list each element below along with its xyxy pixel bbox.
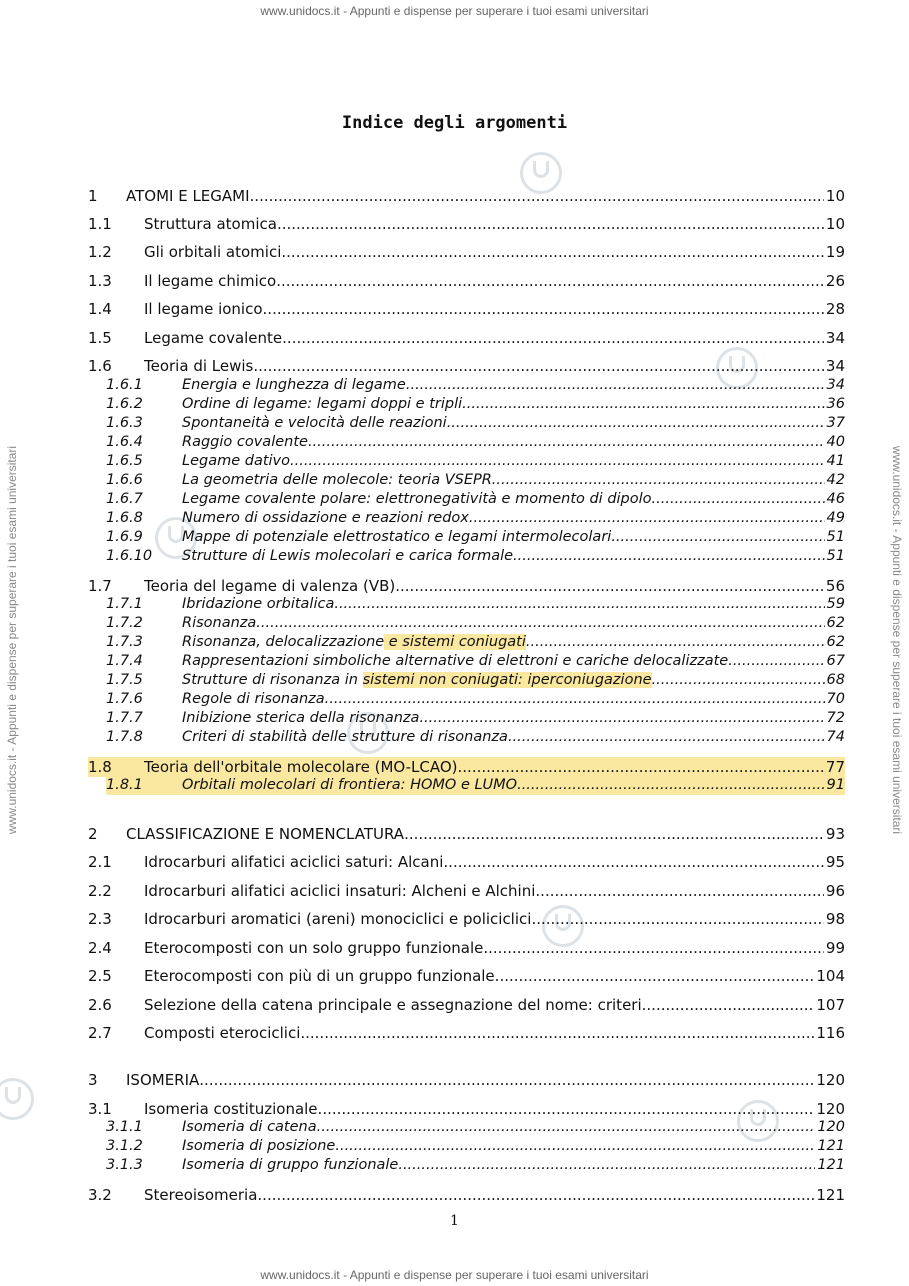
toc-entry[interactable] xyxy=(88,909,845,929)
toc-entry[interactable] xyxy=(106,595,845,614)
toc-entry-page: 51 xyxy=(826,529,845,545)
toc-entry[interactable] xyxy=(88,299,845,319)
toc-entry-number: 1.7.4 xyxy=(106,653,143,669)
toc-entry-number: 2.5 xyxy=(88,967,112,985)
toc-dot-leader xyxy=(199,1070,814,1090)
toc-entry[interactable] xyxy=(106,471,845,490)
toc-entry-label xyxy=(182,376,406,395)
toc-entry-label-text: Inibizione sterica della risonanza xyxy=(182,710,420,726)
toc-entry-label-text: Idrocarburi alifatici aciclici insaturi: Alcheni e Alchini xyxy=(144,882,536,900)
toc-entry-label-text: Spontaneità e velocità delle reazioni xyxy=(182,415,447,431)
toc-dot-leader xyxy=(318,1099,815,1119)
toc-entry-page: 28 xyxy=(825,300,845,318)
toc-entry[interactable] xyxy=(106,490,845,509)
toc-entry-number: 3.1.2 xyxy=(106,1138,143,1154)
toc-entry-label xyxy=(182,509,469,528)
toc-dot-leader xyxy=(492,471,825,490)
right-side-watermark: www.unidocs.it - Appunti e dispense per superare i tuoi esami universitari xyxy=(890,445,904,835)
toc-entry-label xyxy=(144,356,253,376)
toc-entry[interactable] xyxy=(106,414,845,433)
toc-entry-label-text: Legame dativo xyxy=(182,453,290,469)
toc-entry-page: 36 xyxy=(826,396,845,412)
toc-dot-leader xyxy=(325,690,825,709)
toc-entry-label-text: Struttura atomica xyxy=(144,215,277,233)
toc-dot-leader xyxy=(517,776,824,795)
toc-dot-leader xyxy=(334,595,824,614)
toc-entry-label xyxy=(126,186,250,206)
toc-entry-label xyxy=(182,528,611,547)
toc-entry-label-text: Criteri di stabilità delle strutture di risonanza xyxy=(182,729,508,745)
toc-entry[interactable] xyxy=(88,1023,845,1043)
toc-entry-page: 120 xyxy=(816,1100,845,1118)
toc-entry-page: 121 xyxy=(817,1157,845,1173)
toc-entry-page: 104 xyxy=(816,967,845,985)
toc-entry-page: 107 xyxy=(816,996,845,1014)
toc-entry[interactable] xyxy=(88,995,845,1015)
toc-entry[interactable] xyxy=(106,614,845,633)
toc-entry-label xyxy=(182,1118,317,1137)
toc-dot-leader xyxy=(257,1185,814,1205)
toc-dot-leader xyxy=(443,852,824,872)
toc-entry[interactable] xyxy=(88,356,845,376)
top-watermark: www.unidocs.it - Appunti e dispense per superare i tuoi esami universitari xyxy=(260,4,649,18)
toc-entry-label-text: Idrocarburi aromatici (areni) monociclici e policiclici xyxy=(144,910,532,928)
toc-entry-page: 99 xyxy=(825,939,845,957)
watermark-logo-icon xyxy=(0,1078,34,1120)
toc-entry[interactable] xyxy=(88,966,845,986)
toc-dot-leader xyxy=(458,757,824,777)
toc-entry-label-text: Raggio covalente xyxy=(182,434,308,450)
toc-dot-leader xyxy=(250,186,824,206)
toc-dot-leader xyxy=(404,824,824,844)
toc-dot-leader xyxy=(277,214,824,234)
page-number: 1 xyxy=(450,1213,459,1229)
toc-entry-label-text: Numero di ossidazione e reazioni redox xyxy=(182,510,469,526)
toc-entry-page: 62 xyxy=(826,615,845,631)
toc-entry[interactable] xyxy=(88,328,845,348)
toc-entry-label xyxy=(144,938,483,958)
toc-entry-label-text: Ordine di legame: legami doppi e tripli xyxy=(182,396,463,412)
toc-dot-leader xyxy=(317,1118,816,1137)
toc-entry-label xyxy=(182,690,325,709)
toc-entry[interactable] xyxy=(106,376,845,395)
toc-entry[interactable] xyxy=(106,395,845,414)
toc-entry-number: 2.3 xyxy=(88,910,112,928)
toc-entry-number: 2.2 xyxy=(88,882,112,900)
toc-entry-label-text: Teoria di Lewis xyxy=(144,357,254,375)
toc-dot-leader xyxy=(462,395,824,414)
toc-entry[interactable] xyxy=(106,528,845,547)
toc-entry-label xyxy=(144,1185,257,1205)
toc-dot-leader xyxy=(335,1137,815,1156)
toc-dot-leader xyxy=(290,452,825,471)
toc-entry-label xyxy=(182,433,308,452)
toc-entry-label xyxy=(144,757,458,777)
toc-entry-label-text: Strutture di risonanza in xyxy=(182,672,363,688)
toc-entry-number: 2.7 xyxy=(88,1024,112,1042)
toc-entry[interactable] xyxy=(88,214,845,234)
toc-entry[interactable] xyxy=(88,852,845,872)
toc-entry-label-text: Selezione della catena principale e assegnazione del nome: criteri xyxy=(144,996,642,1014)
toc-entry-number: 2 xyxy=(88,825,98,843)
toc-entry-page: 46 xyxy=(826,491,845,507)
toc-entry-page: 72 xyxy=(826,710,845,726)
toc-entry-label-text: Legame covalente xyxy=(144,329,283,347)
toc-entry-label xyxy=(144,909,531,929)
toc-entry-page: 34 xyxy=(825,329,845,347)
bottom-watermark: www.unidocs.it - Appunti e dispense per superare i tuoi esami universitari xyxy=(260,1268,649,1282)
toc-entry-number: 3 xyxy=(88,1071,98,1089)
toc-dot-leader xyxy=(535,881,824,901)
toc-entry-label-text: Eterocomposti con un solo gruppo funzionale xyxy=(144,939,484,957)
toc-entry-page: 91 xyxy=(826,777,845,793)
toc-entry-number: 1.6.3 xyxy=(106,415,143,431)
toc-entry-page: 120 xyxy=(816,1071,845,1089)
toc-entry-page: 77 xyxy=(825,758,845,776)
toc-entry-page: 68 xyxy=(826,672,845,688)
toc-entry[interactable] xyxy=(106,633,845,652)
toc-entry[interactable] xyxy=(88,1070,845,1090)
toc-entry-label-text: Teoria del legame di valenza (VB) xyxy=(144,577,396,595)
toc-dot-leader xyxy=(652,490,825,509)
toc-entry-number: 1.7.6 xyxy=(106,691,143,707)
toc-entry-label-text: Isomeria di posizione xyxy=(182,1138,336,1154)
toc-entry-number: 1.8 xyxy=(88,758,112,776)
toc-entry-label-text: Strutture di Lewis molecolari e carica formale xyxy=(182,548,514,564)
toc-entry-label-text: CLASSIFICAZIONE E NOMENCLATURA xyxy=(126,825,405,843)
toc-dot-leader xyxy=(483,938,824,958)
toc-entry[interactable] xyxy=(106,509,845,528)
toc-entry-page: 67 xyxy=(826,653,845,669)
toc-dot-leader xyxy=(513,547,825,566)
toc-entry-label xyxy=(182,776,517,795)
toc-entry-label-text: Il legame chimico xyxy=(144,272,277,290)
toc-entry-label-text: Idrocarburi alifatici aciclici saturi: Alcani xyxy=(144,853,444,871)
toc-dot-leader xyxy=(308,433,825,452)
toc-entry-number: 1.6.7 xyxy=(106,491,143,507)
toc-entry-label xyxy=(144,881,535,901)
toc-entry-label xyxy=(144,1023,300,1043)
toc-entry-label-text: Composti eterociclici xyxy=(144,1024,301,1042)
toc-dot-leader xyxy=(652,671,825,690)
toc-entry-number: 1.8.1 xyxy=(106,777,143,793)
toc-entry-label-text: Isomeria costituzionale xyxy=(144,1100,318,1118)
toc-entry-page: 40 xyxy=(826,434,845,450)
toc-dot-leader xyxy=(469,509,825,528)
toc-entry[interactable] xyxy=(88,757,845,777)
toc-entry-label-text: Regole di risonanza xyxy=(182,691,325,707)
toc-dot-leader xyxy=(263,299,824,319)
toc-entry-highlighted-text: sistemi non coniugati: iperconiugazione xyxy=(362,672,652,688)
toc-entry-label xyxy=(182,728,508,747)
toc-entry-number: 1.6.5 xyxy=(106,453,143,469)
toc-entry-page: 59 xyxy=(826,596,845,612)
toc-entry[interactable] xyxy=(88,881,845,901)
toc-entry[interactable] xyxy=(88,1185,845,1205)
toc-entry-label-text: ISOMERIA xyxy=(126,1071,200,1089)
toc-entry-number: 1.6.2 xyxy=(106,396,143,412)
toc-entry-label-text: Isomeria di catena xyxy=(182,1119,317,1135)
toc-entry-page: 95 xyxy=(825,853,845,871)
toc-dot-leader xyxy=(642,995,815,1015)
toc-entry[interactable] xyxy=(88,1099,845,1119)
toc-entry-label xyxy=(144,214,277,234)
toc-entry-label xyxy=(182,652,728,671)
toc-entry-number: 1.4 xyxy=(88,300,112,318)
toc-entry-number: 1.7.3 xyxy=(106,634,143,650)
toc-entry-page: 93 xyxy=(825,825,845,843)
toc-entry-label-text: Gli orbitali atomici xyxy=(144,243,282,261)
toc-entry-page: 41 xyxy=(826,453,845,469)
toc-entry-number: 3.1.3 xyxy=(106,1157,143,1173)
toc-entry-number: 1.7.8 xyxy=(106,729,143,745)
toc-entry-highlighted-text: e sistemi coniugati xyxy=(384,634,526,650)
toc-entry-label-text: Risonanza xyxy=(182,615,257,631)
toc-entry[interactable] xyxy=(106,671,845,690)
toc-entry[interactable] xyxy=(88,186,845,206)
toc-entry-number: 1.6.6 xyxy=(106,472,143,488)
toc-entry-label-text: Teoria dell'orbitale molecolare (MO-LCAO) xyxy=(144,758,458,776)
toc-entry-label xyxy=(182,471,492,490)
toc-entry-label-text: Mappe di potenziale elettrostatico e legami intermolecolari xyxy=(182,529,612,545)
toc-entry-number: 1.7.2 xyxy=(106,615,143,631)
toc-entry[interactable] xyxy=(106,709,845,728)
toc-dot-leader xyxy=(395,576,824,596)
toc-entry-label xyxy=(144,271,276,291)
toc-entry[interactable] xyxy=(106,547,845,566)
toc-dot-leader xyxy=(508,728,825,747)
toc-entry-label xyxy=(144,852,443,872)
toc-dot-leader xyxy=(419,709,824,728)
toc-entry-page: 98 xyxy=(825,910,845,928)
toc-entry-page: 19 xyxy=(825,243,845,261)
toc-entry[interactable] xyxy=(88,938,845,958)
toc-entry-number: 1.5 xyxy=(88,329,112,347)
toc-entry-label-text: La geometria delle molecole: teoria VSEPR xyxy=(182,472,492,488)
toc-entry-label xyxy=(182,452,290,471)
toc-entry-label-text: Eterocomposti con più di un gruppo funzionale xyxy=(144,967,495,985)
toc-entry-label xyxy=(126,824,404,844)
toc-entry-label-text: Ibridazione orbitalica xyxy=(182,596,335,612)
toc-entry[interactable] xyxy=(106,1156,845,1175)
toc-dot-leader xyxy=(531,909,823,929)
toc-entry-label xyxy=(126,1070,199,1090)
toc-entry-page: 42 xyxy=(826,472,845,488)
toc-entry-number: 2.6 xyxy=(88,996,112,1014)
toc-entry[interactable] xyxy=(106,776,845,795)
toc-entry-number: 3.1 xyxy=(88,1100,112,1118)
toc-entry-number: 3.1.1 xyxy=(106,1119,143,1135)
toc-entry-label xyxy=(144,242,281,262)
toc-entry-page: 62 xyxy=(826,634,845,650)
toc-dot-leader xyxy=(256,614,824,633)
toc-entry[interactable] xyxy=(106,728,845,747)
toc-entry-page: 74 xyxy=(826,729,845,745)
toc-dot-leader xyxy=(276,271,824,291)
toc-entry-number: 1.7.5 xyxy=(106,672,143,688)
toc-entry-label xyxy=(182,633,526,652)
toc-entry-number: 1.7.7 xyxy=(106,710,143,726)
toc-entry-label xyxy=(144,299,263,319)
toc-entry-number: 1 xyxy=(88,187,98,205)
toc-entry-label-text: ATOMI E LEGAMI xyxy=(126,187,250,205)
toc-dot-leader xyxy=(728,652,824,671)
toc-entry-number: 1.6.9 xyxy=(106,529,143,545)
toc-entry-number: 1.6.10 xyxy=(106,548,153,564)
toc-entry-label xyxy=(182,1156,398,1175)
toc-entry-label-text: Risonanza, delocalizzazione xyxy=(182,634,385,650)
toc-entry-page: 26 xyxy=(825,272,845,290)
toc-entry-page: 120 xyxy=(817,1119,845,1135)
toc-entry-page: 34 xyxy=(825,357,845,375)
page-title: Indice degli argomenti xyxy=(341,113,568,133)
toc-entry-label xyxy=(182,1137,335,1156)
toc-entry-number: 1.3 xyxy=(88,272,112,290)
toc-entry-number: 1.2 xyxy=(88,243,112,261)
toc-entry-number: 1.7 xyxy=(88,577,112,595)
toc-entry-label xyxy=(182,595,334,614)
toc-entry[interactable] xyxy=(88,576,845,596)
toc-entry[interactable] xyxy=(106,433,845,452)
toc-entry-label xyxy=(182,614,256,633)
toc-entry[interactable] xyxy=(106,652,845,671)
toc-entry-page: 10 xyxy=(825,187,845,205)
toc-entry-page: 116 xyxy=(816,1024,845,1042)
toc-entry-page: 34 xyxy=(826,377,845,393)
toc-dot-leader xyxy=(300,1023,814,1043)
toc-dot-leader xyxy=(406,376,825,395)
toc-entry-page: 70 xyxy=(826,691,845,707)
toc-entry-label-text: Rappresentazioni simboliche alternative di elettroni e cariche delocalizzate xyxy=(182,653,729,669)
toc-entry-label xyxy=(182,709,419,728)
toc-dot-leader xyxy=(281,242,824,262)
toc-entry-number: 2.1 xyxy=(88,853,112,871)
toc-entry-page: 56 xyxy=(825,577,845,595)
toc-entry-number: 1.1 xyxy=(88,215,112,233)
toc-entry-label xyxy=(182,395,462,414)
toc-entry-label-text: Orbitali molecolari di frontiera: HOMO e LUMO xyxy=(182,777,518,793)
toc-entry-page: 121 xyxy=(816,1186,845,1204)
toc-entry-label-text: Energia e lunghezza di legame xyxy=(182,377,406,393)
toc-dot-leader xyxy=(526,633,825,652)
toc-entry-label-text: Isomeria di gruppo funzionale xyxy=(182,1157,399,1173)
toc-entry-page: 96 xyxy=(825,882,845,900)
toc-dot-leader xyxy=(495,966,815,986)
toc-dot-leader xyxy=(398,1156,815,1175)
toc-entry[interactable] xyxy=(88,242,845,262)
toc-entry-label-text: Legame covalente polare: elettronegatività e momento di dipolo xyxy=(182,491,652,507)
toc-entry[interactable] xyxy=(106,452,845,471)
toc-entry-number: 3.2 xyxy=(88,1186,112,1204)
toc-entry-label xyxy=(182,490,652,509)
toc-dot-leader xyxy=(611,528,824,547)
toc-entry[interactable] xyxy=(88,271,845,291)
toc-entry-label xyxy=(144,1099,318,1119)
toc-entry[interactable] xyxy=(106,1118,845,1137)
toc-entry-number: 1.6 xyxy=(88,357,112,375)
toc-entry-page: 49 xyxy=(826,510,845,526)
toc-entry[interactable] xyxy=(106,690,845,709)
toc-entry-label-text: Il legame ionico xyxy=(144,300,263,318)
toc-entry-number: 1.6.4 xyxy=(106,434,143,450)
toc-entry-label xyxy=(182,547,513,566)
toc-entry-page: 37 xyxy=(826,415,845,431)
toc-entry-number: 1.6.8 xyxy=(106,510,143,526)
toc-entry-number: 1.7.1 xyxy=(106,596,143,612)
toc-entry-page: 121 xyxy=(817,1138,845,1154)
toc-entry-label xyxy=(182,671,652,690)
toc-entry[interactable] xyxy=(106,1137,845,1156)
toc-entry[interactable] xyxy=(88,824,845,844)
toc-entry-page: 51 xyxy=(826,548,845,564)
toc-dot-leader xyxy=(447,414,825,433)
toc-entry-label xyxy=(144,328,282,348)
toc-entry-label xyxy=(144,995,642,1015)
left-side-watermark: www.unidocs.it - Appunti e dispense per superare i tuoi esami universitari xyxy=(5,445,19,835)
toc-entry-label xyxy=(144,966,495,986)
toc-entry-label xyxy=(182,414,447,433)
toc-entry-number: 2.4 xyxy=(88,939,112,957)
toc-entry-number: 1.6.1 xyxy=(106,377,143,393)
toc-entry-label-text: Stereoisomeria xyxy=(144,1186,258,1204)
toc-entry-label xyxy=(144,576,395,596)
toc-entry-page: 10 xyxy=(825,215,845,233)
toc-dot-leader xyxy=(282,328,824,348)
toc-dot-leader xyxy=(253,356,824,376)
